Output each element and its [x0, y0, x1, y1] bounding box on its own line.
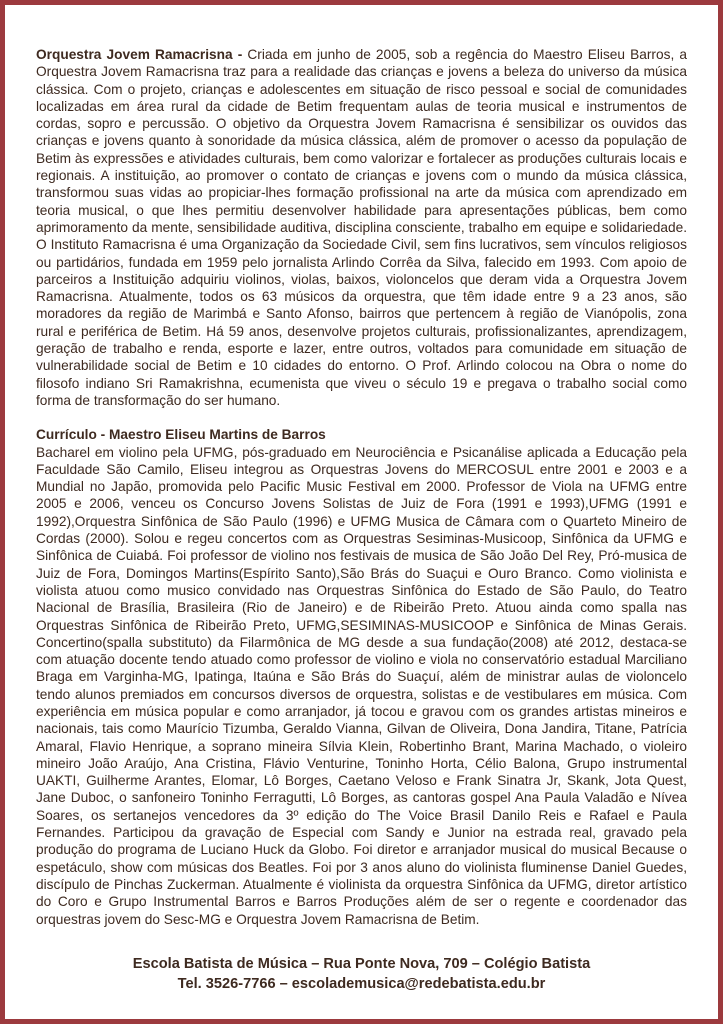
footer-contact-line: Tel. 3526-7766 – escolademusica@redebatista.edu.br [177, 975, 546, 992]
curriculum-paragraph: Bacharel em violino pela UFMG, pós-graduado em Neurociência e Psicanálise aplicada a Educação pela Faculdade São Camilo, Eliseu integrou as Orquestras Jovens do MERCOSUL entre 2001 e 2003 e a Mundial no Japão, promovida pelo Pacific Music Festival em 2000. Professor de Viola na UFMG entre 2005 e 2006, venceu os Concurso Jovens Solistas de Juiz de Fora (1991 e 1993),UFMG (1991 e 1992),Orquestra Sinfônica de São Paulo (1996) e UFMG Musica de Câmara com o Quarteto Mineiro de Cordas (2000). Solou e regeu concertos com as Orquestras Sesiminas-Musicoop, Sinfônica da UFMG e Sinfônica de Cuiabá. Foi professor de violino nos festivais de musica de São João Del Rey, Pró-musica de Juiz de Fora, Domingos Martins(Espírito Santo),São Brás do Suaçui e Ouro Branco. Como violinista e violista atuou como musico convidado nas Orquestras Sinfônica do Estado de São Paulo, do Teatro Nacional de Brasília, Brasileira (Rio de Janeiro) e de Ribeirão Preto. Atuou ainda como spalla nas Orquestras Sinfônica de Ribeirão Preto, UFMG,SESIMINAS-MUSICOOP e Sinfônica de Minas Gerais. Concertino(spalla substituto) da Filarmônica de MG desde a sua fundação(2008) até 2012, destaca-se com atuação docente tendo atuado como professor de violino e viola no conservatório estadual Marciliano Braga em Varginha-MG, Ipatinga, Itaúna e São Brás do Suaçuí, além de ministrar aulas de violoncelo tendo alunos premiados em concursos diversos de orquestra, solistas e de vestibulares em música. Com experiência em música popular e como arranjador, já tocou e gravou com os grandes artistas mineiros e nacionais, tais como Maurício Tizumba, Geraldo Vianna, Gilvan de Oliveira, Dona Jandira, Titane, Patrícia Amaral, Flavio Henrique, a soprano mineira Sílvia Klein, Robertinho Brant, Marina Machado, o violeiro mineiro João Araújo, Ana Cristina, Flávio Venturine, Toninho Horta, Célio Balona, Grupo instrumental UAKTI, Guilherme Arantes, Elomar, Lô Borges, Caetano Veloso e Frank Sinatra Jr, Skank, Jota Quest, Jane Duboc, o sanfoneiro Toninho Ferragutti, Lô Borges, as cantoras gospel Ana Paula Valadão e Nívea Soares, os sertanejos vencedores da 3º edição do The Voice Brasil Danilo Reis e Rafael e Paula Fernandes. Participou da gravação de Especial com Sandy e Junior na estrada real, gravado pela produção do programa de Luciano Huck da Globo. Foi diretor e arranjador musical do musical Because o espetáculo, show com músicas dos Beatles. Foi por 3 anos aluno do violinista fluminense Daniel Guedes, discípulo de Pinchas Zuckerman. Atualmente é violinista da orquestra Sinfônica da UFMG, diretor artístico do Coro e Grupo Instrumental Barros e Barros Produções além de ser o regente e coordenador das orquestras jovem do Sesc-MG e Orquestra Jovem Ramacrisna de Betim. [36, 444, 687, 927]
about-paragraph [36, 46, 687, 409]
about-body-text: Criada em junho de 2005, sob a regência do Maestro Eliseu Barros, a Orquestra Jovem Ramacrisna traz para a realidade das crianças e jovens a beleza do universo da música clássica. Com o projeto, crianças e adolescentes em situação de risco pessoal e social de comunidades localizadas em área rural da cidade de Betim frequentam aulas de teoria musical e instrumentos de cordas, sopro e percussão. O objetivo da Orquestra Jovem Ramacrisna é sensibilizar os ouvidos das crianças e jovens quanto à sonoridade da música clássica, além de promover o acesso da população de Betim às expressões e atividades culturais, bem como valorizar e fortalecer as produções culturais locais e regionais. A instituição, ao promover o contato de crianças e jovens com o mundo da música clássica, transformou suas vidas ao propiciar-lhes formação profissional na arte da música com aprendizado em teoria musical, o que lhes permitiu desenvolver habilidade para apresentações públicas, bem como aprimoramento da mente, sensibilidade auditiva, disciplina consciente, trabalho em equipe e solidariedade. O Instituto Ramacrisna é uma Organização da Sociedade Civil, sem fins lucrativos, sem vínculos religiosos ou partidários, fundada em 1959 pelo jornalista Arlindo Corrêa da Silva, falecido em 1993. Com apoio de parceiros a Instituição adquiriu violinos, violas, baixos, violoncelos que deram vida a Orquestra Jovem Ramacrisna. Atualmente, todos os 63 músicos da orquestra, que têm idade entre 9 a 23 anos, são moradores da região de Marimbá e Santo Afonso, bairros que pertencem à região de Vianópolis, zona rural e periférica de Betim. Há 59 anos, desenvolve projetos culturais, profissionalizantes, aprendizagem, geração de trabalho e renda, esporte e lazer, entre outros, voltados para comunidade em situação de vulnerabilidade social de Betim e 10 cidades do entorno. O Prof. Arlindo colocou na Obra o nome do filosofo indiano Sri Ramakrishna, ecumenista que viveu o século 19 e pregava o trabalho social como forma de transformação do ser humano. [36, 47, 687, 408]
footer-address-line: Escola Batista de Música – Rua Ponte Nova, 709 – Colégio Batista [132, 955, 591, 972]
about-lead-bold: Orquestra Jovem Ramacrisna - [36, 47, 248, 62]
footer [36, 954, 687, 994]
curriculum-heading: Currículo - Maestro Eliseu Martins de Barros [36, 427, 326, 443]
